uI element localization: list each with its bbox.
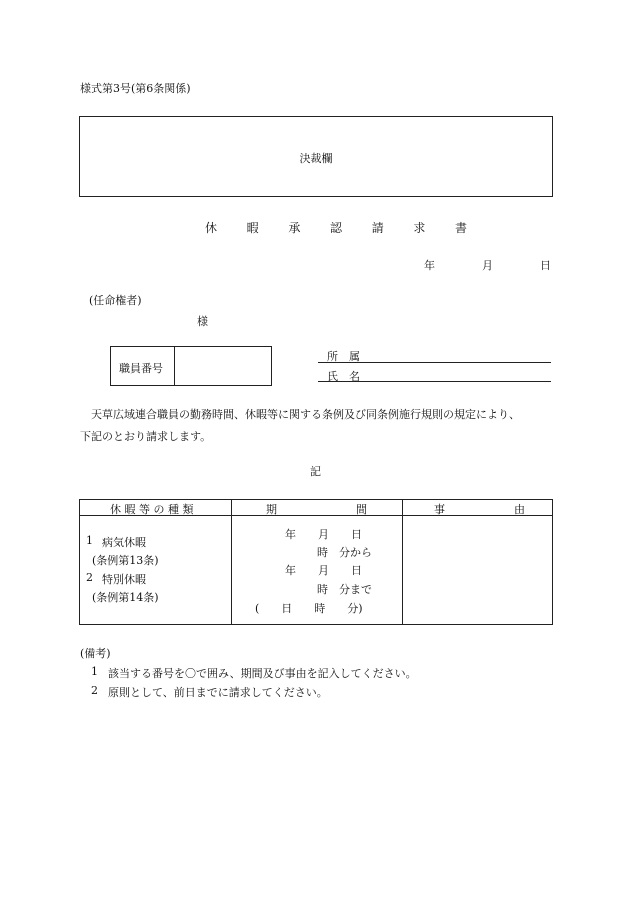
leave-type-rule: (条例第14条)	[92, 591, 159, 604]
form-number-label: 様式第3号(第6条関係)	[80, 82, 191, 95]
period-end-date[interactable]: 年 月 日	[285, 564, 362, 577]
leave-type-name: 特別休暇	[102, 573, 146, 586]
appointer-honorific: 様	[197, 315, 208, 328]
staff-number-box	[110, 346, 272, 386]
title-char: 承	[288, 221, 301, 235]
department-label: 所 属	[327, 350, 360, 363]
staff-number-label: 職員番号	[119, 362, 163, 375]
date-day-label: 日	[540, 259, 551, 272]
note-number: 1	[91, 665, 98, 678]
body-text-line-2: 下記のとおり請求します。	[80, 430, 212, 443]
title-char: 休	[205, 221, 218, 235]
header-leave-type: 休 暇 等 の 種 類	[110, 503, 194, 516]
title-char: 認	[330, 221, 343, 235]
title-char: 書	[455, 221, 468, 235]
name-label: 氏 名	[327, 370, 360, 383]
header-period-char-1: 期	[266, 503, 277, 516]
body-text-line-1: 天草広域連合職員の勤務時間、休暇等に関する条例及び同条例施行規則の規定により、	[91, 408, 520, 421]
leave-type-number: 1	[86, 534, 93, 547]
department-underline	[318, 362, 551, 363]
leave-type-rule: (条例第13条)	[92, 554, 159, 567]
note-number: 2	[91, 684, 98, 697]
note-text: 原則として、前日までに請求してください。	[108, 686, 328, 699]
approval-box	[79, 116, 553, 197]
period-start-date[interactable]: 年 月 日	[285, 528, 362, 541]
date-year-label: 年	[424, 259, 435, 272]
title-char: 求	[413, 221, 426, 235]
staff-number-divider	[174, 347, 175, 385]
header-reason-char-1: 事	[434, 503, 445, 516]
period-start-time[interactable]: 時 分から	[317, 546, 372, 559]
table-column-divider	[231, 500, 232, 624]
leave-table	[79, 499, 553, 625]
document-title	[205, 219, 467, 236]
title-char: 暇	[246, 221, 259, 235]
leave-type-name: 病気休暇	[102, 536, 146, 549]
period-duration[interactable]: ( 日 時 分)	[255, 602, 363, 615]
approval-box-label: 決裁欄	[299, 152, 333, 165]
date-month-label: 月	[482, 259, 493, 272]
record-mark: 記	[310, 465, 321, 478]
name-underline	[318, 381, 551, 382]
table-column-divider	[402, 500, 403, 624]
header-period-char-2: 間	[356, 503, 367, 516]
appointer-label: (任命権者)	[89, 294, 142, 307]
leave-type-number: 2	[86, 571, 93, 584]
notes-heading: (備考)	[80, 647, 111, 660]
header-reason-char-2: 由	[514, 503, 525, 516]
title-char: 請	[371, 221, 384, 235]
period-end-time[interactable]: 時 分まで	[317, 583, 372, 596]
note-text: 該当する番号を〇で囲み、期間及び事由を記入してください。	[108, 667, 417, 680]
